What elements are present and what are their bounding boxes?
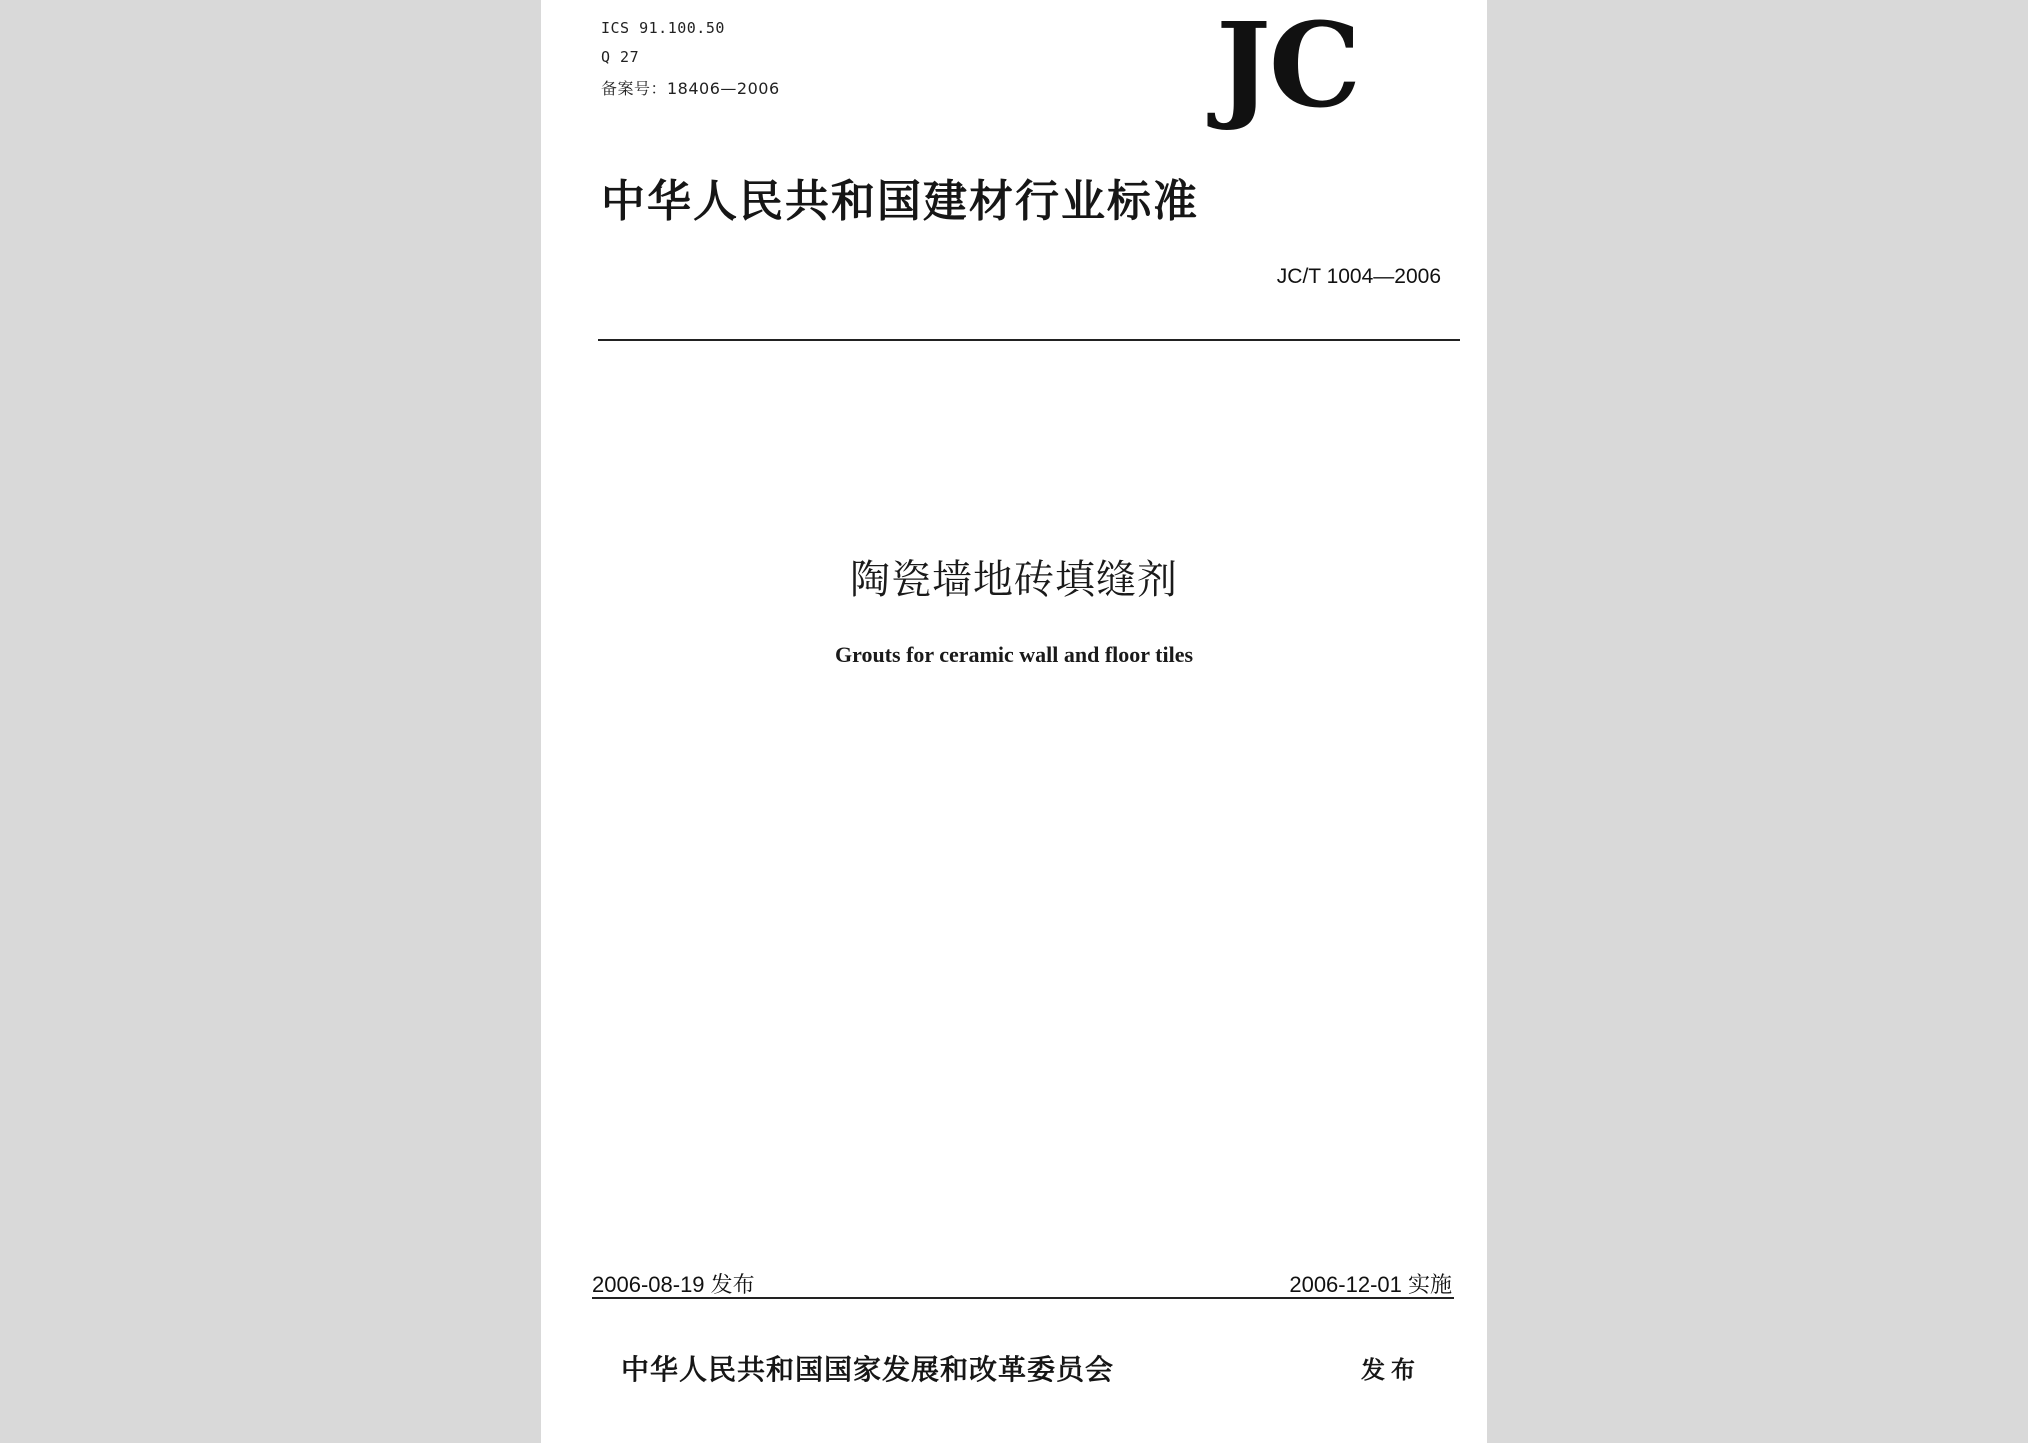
chinese-title: 陶瓷墙地砖填缝剂 (850, 557, 1178, 603)
standard-number: JC/T 1004—2006 (1276, 265, 1441, 288)
publish-label: 发布 (1361, 1356, 1421, 1384)
top-divider (598, 339, 1460, 341)
ccs-code: Q 27 (601, 48, 640, 66)
english-title: Grouts for ceramic wall and floor tiles (834, 642, 1194, 667)
ics-code: ICS 91.100.50 (601, 19, 725, 37)
standard-category-title: 中华人民共和国建材行业标准 (601, 176, 1199, 227)
record-number: 备案号：18406—2006 (601, 79, 780, 98)
bottom-divider (592, 1297, 1454, 1299)
issue-date: 2006-08-19 发布 (592, 1272, 755, 1297)
implement-date: 2006-12-01 实施 (1289, 1272, 1452, 1297)
publisher-name: 中华人民共和国国家发展和改革委员会 (621, 1353, 1115, 1386)
document-page (541, 0, 1487, 1443)
jc-logo: JC (1216, 0, 1360, 134)
